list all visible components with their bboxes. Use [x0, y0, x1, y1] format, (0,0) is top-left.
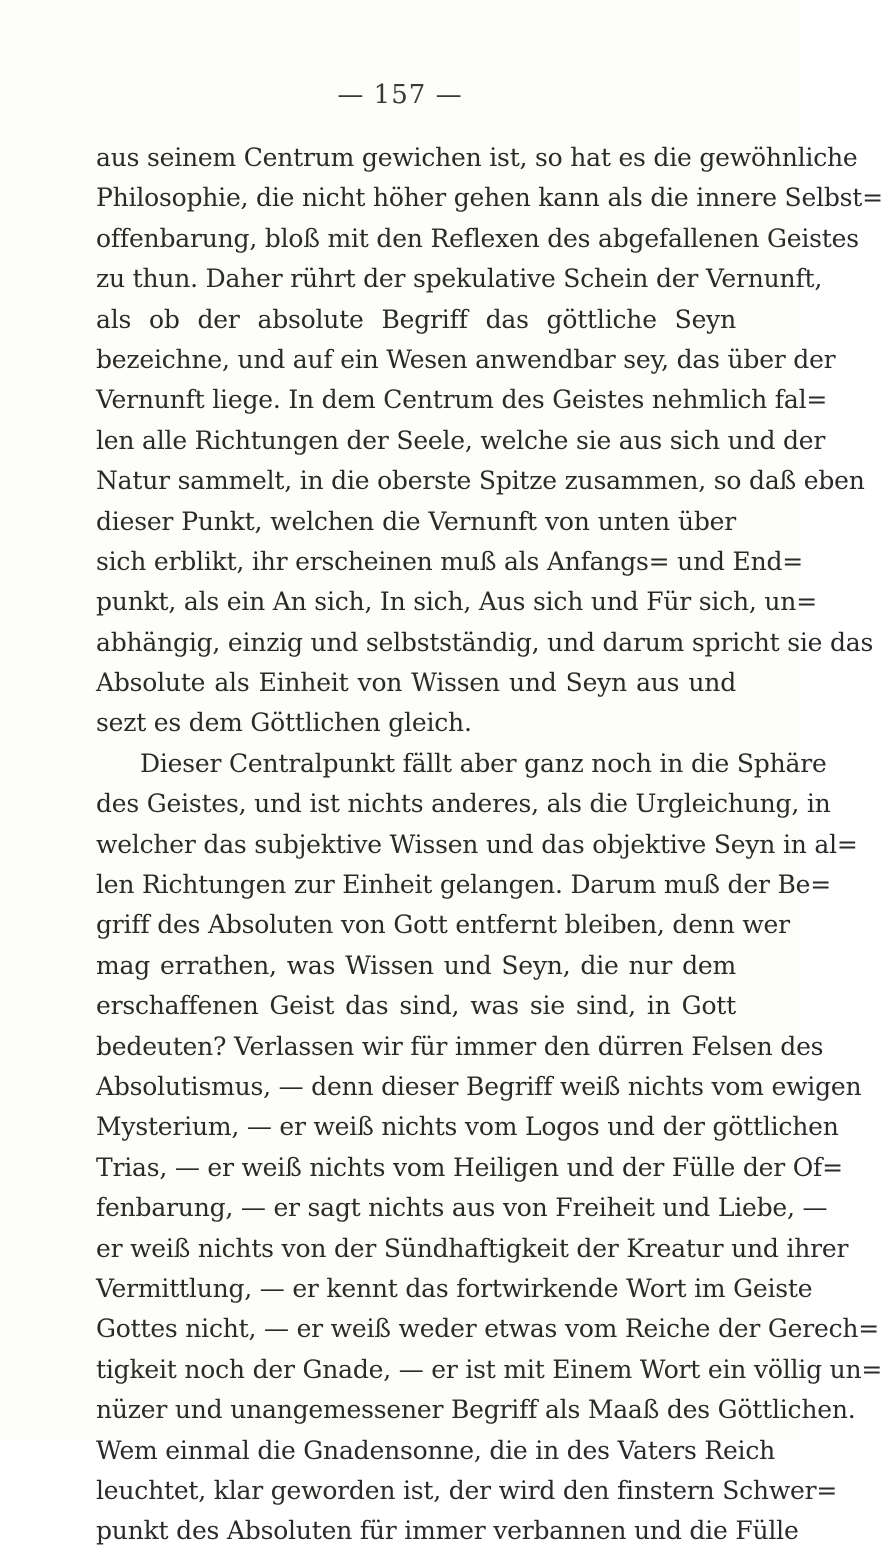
text-line: len alle Richtungen der Seele, welche sie aus sich und der — [96, 425, 826, 455]
text-line: als ob der absolute Begriff das göttliche Seyn — [96, 304, 736, 334]
text-line: aus seinem Centrum gewichen ist, so hat es die gewöhnliche — [96, 143, 858, 172]
page-number: — 157 — — [337, 80, 463, 110]
text-line: Philosophie, die nicht höher gehen kann als die innere Selbst= — [96, 183, 883, 213]
text-line: Dieser Centralpunkt fällt aber ganz noch in die Sphäre — [140, 748, 827, 778]
text-line: erschaffenen Geist das sind, was sie sind, in Gott — [96, 991, 736, 1021]
text-line: Mysterium, — er weiß nichts vom Logos und der göttlichen — [96, 1112, 839, 1142]
text-line: abhängig, einzig und selbstständig, und darum spricht sie das — [96, 627, 874, 657]
text-line: griff des Absoluten von Gott entfernt bleiben, denn wer — [96, 910, 790, 940]
text-line: bezeichne, und auf ein Wesen anwendbar sey, das über der — [96, 344, 836, 374]
text-line: er weiß nichts von der Sündhaftigkeit der Kreatur und ihrer — [96, 1233, 849, 1263]
text-line: Gottes nicht, — er weiß weder etwas vom Reiche der Gerech= — [96, 1314, 880, 1344]
text-line: Absolutismus, — denn dieser Begriff weiß nichts vom ewigen — [96, 1071, 862, 1101]
paragraph-2 — [96, 744, 883, 1552]
text-line: sich erblikt, ihr erscheinen muß als Anfangs= und End= — [96, 546, 804, 576]
paragraph-1 — [96, 138, 883, 744]
text-line: fenbarung, — er sagt nichts aus von Freiheit und Liebe, — — [96, 1193, 828, 1223]
text-line: mag errathen, was Wissen und Seyn, die nur dem — [96, 950, 736, 980]
text-line: tigkeit noch der Gnade, — er ist mit Einem Wort ein völlig un= — [96, 1354, 883, 1384]
text-line: Natur sammelt, in die oberste Spitze zusammen, so daß eben — [96, 466, 865, 496]
text-line: offenbarung, bloß mit den Reflexen des abgefallenen Geistes — [96, 223, 859, 253]
body-text — [96, 138, 883, 1552]
text-line: Vermittlung, — er kennt das fortwirkende Wort im Geiste — [96, 1273, 813, 1303]
text-line: punkt des Absoluten für immer verbannen und die Fülle — [96, 1516, 799, 1546]
text-line: Trias, — er weiß nichts vom Heiligen und der Fülle der Of= — [96, 1152, 843, 1182]
text-line: Absolute als Einheit von Wissen und Seyn aus und — [96, 668, 736, 698]
text-line: punkt, als ein An sich, In sich, Aus sich und Für sich, un= — [96, 587, 817, 617]
text-line: nüzer und unangemessener Begriff als Maaß des Göttlichen. — [96, 1395, 856, 1425]
text-line: des Geistes, und ist nichts anderes, als die Urgleichung, in — [96, 789, 831, 819]
text-line: dieser Punkt, welchen die Vernunft von unten über — [96, 506, 736, 536]
text-line: welcher das subjektive Wissen und das objektive Seyn in al= — [96, 829, 858, 859]
text-line: Vernunft liege. In dem Centrum des Geistes nehmlich fal= — [96, 385, 828, 415]
text-line: zu thun. Daher rührt der spekulative Schein der Vernunft, — [96, 264, 823, 294]
text-line: sezt es dem Göttlichen gleich. — [96, 708, 472, 738]
text-line: leuchtet, klar geworden ist, der wird den finstern Schwer= — [96, 1475, 838, 1505]
text-line: bedeuten? Verlassen wir für immer den dürren Felsen des — [96, 1031, 824, 1061]
text-line: len Richtungen zur Einheit gelangen. Darum muß der Be= — [96, 870, 831, 900]
text-line: Wem einmal die Gnadensonne, die in des Vaters Reich — [96, 1435, 776, 1465]
